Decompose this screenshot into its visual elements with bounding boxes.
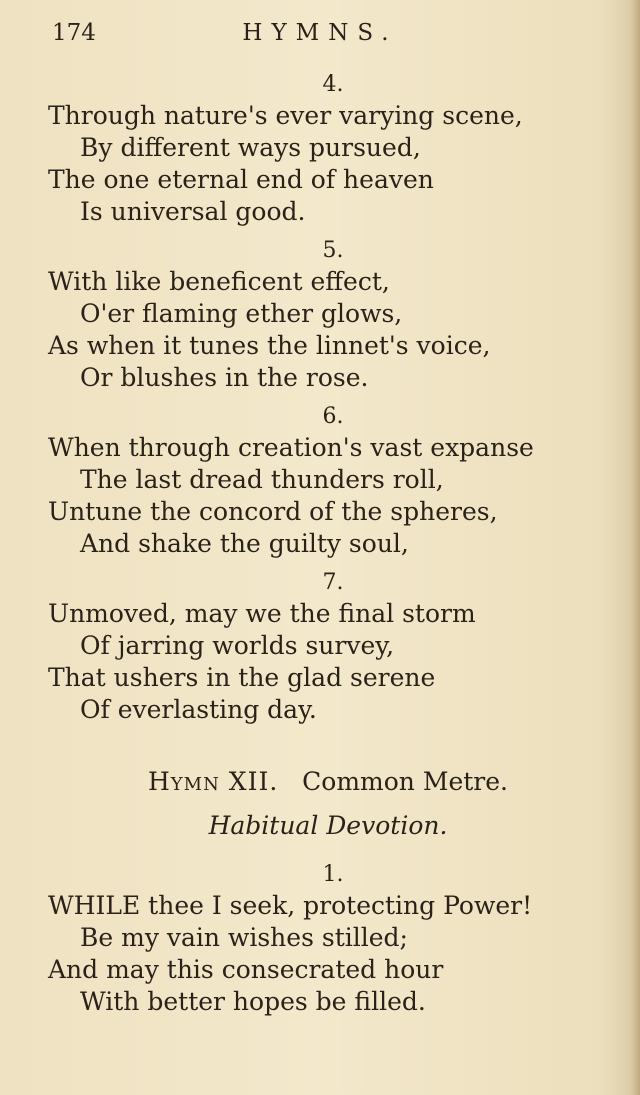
verse-line: When through creation's vast expanse xyxy=(48,433,534,462)
stanza-number: 4. xyxy=(322,72,344,97)
hymn-subtitle: Habitual Devotion. xyxy=(208,811,448,840)
hymn-heading xyxy=(48,764,608,800)
stanza xyxy=(48,70,608,228)
stanza xyxy=(48,860,608,1018)
hymn-text xyxy=(48,70,608,1026)
stanza xyxy=(48,402,608,560)
page-number: 174 xyxy=(52,20,96,46)
stanza-group-bottom xyxy=(48,860,608,1018)
verse-line: With better hopes be filled. xyxy=(80,987,426,1016)
stanza-number: 6. xyxy=(322,404,344,429)
page-header xyxy=(0,20,640,56)
page-edge-shadow xyxy=(630,0,640,1095)
verse-line: Unmoved, may we the final storm xyxy=(48,599,476,628)
verse-line: The one eternal end of heaven xyxy=(48,165,434,194)
hymn-metre: Common Metre. xyxy=(302,767,508,796)
stanza xyxy=(48,568,608,726)
verse-line: O'er flaming ether glows, xyxy=(80,299,403,328)
verse-line: As when it tunes the linnet's voice, xyxy=(48,331,491,360)
stanza-number: 7. xyxy=(322,570,344,595)
verse-line: With like beneficent effect, xyxy=(48,267,390,296)
verse-line: And shake the guilty soul, xyxy=(80,529,409,558)
verse-line: By different ways pursued, xyxy=(80,133,421,162)
verse-line: And may this consecrated hour xyxy=(48,955,444,984)
verse-line: Is universal good. xyxy=(80,197,306,226)
verse-line: The last dread thunders roll, xyxy=(80,465,444,494)
verse-line: Through nature's ever varying scene, xyxy=(48,101,523,130)
verse-line: Be my vain wishes stilled; xyxy=(80,923,408,952)
verse-line: That ushers in the glad serene xyxy=(48,663,436,692)
stanza-number: 5. xyxy=(322,238,344,263)
stanza-number: 1. xyxy=(322,862,344,887)
verse-line: Of everlasting day. xyxy=(80,695,317,724)
verse-line: Or blushes in the rose. xyxy=(80,363,369,392)
verse-line: Of jarring worlds survey, xyxy=(80,631,395,660)
running-title: HYMNS. xyxy=(242,20,398,46)
stanza-group-top xyxy=(48,70,608,726)
hymn-number-label: Hymn XII. xyxy=(148,767,279,796)
verse-line: Untune the concord of the spheres, xyxy=(48,497,498,526)
stanza xyxy=(48,236,608,394)
verse-line: WHILE thee I seek, protecting Power! xyxy=(48,891,533,920)
